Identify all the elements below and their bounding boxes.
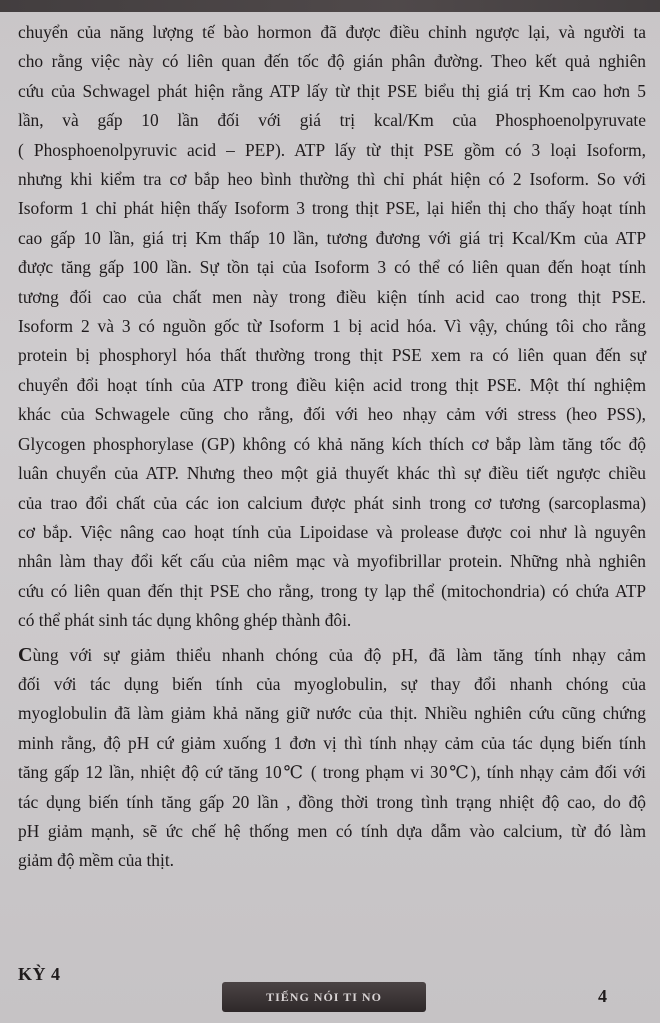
issue-label: KỲ 4: [18, 964, 61, 984]
paragraph-1-line: nhưng khi kiểm tra cơ bắp heo bình thường thì chỉ phát hiện có 2 Isoform. So với: [18, 169, 646, 190]
paragraph-1-line: cứu của Schwagel phát hiện rằng ATP lấy từ thịt PSE biểu thị giá trị Km cao hơn 5: [18, 80, 646, 101]
paragraph-1-line: protein bị phosphoryl hóa thất thường trong thịt PSE xem ra có liên quan đến sự: [18, 345, 646, 366]
paragraph-1-line: lần, và gấp 10 lần đối với giá trị kcal/Km của Phosphoenolpyruvate: [18, 110, 646, 131]
paragraph-1-line: có thể phát sinh tác dụng không ghép thành đôi.: [18, 610, 352, 631]
paragraph-1-line: cứu có liên quan đến thịt PSE cho rằng, trong ty lạp thể (mitochondria) có chứa ATP: [18, 580, 646, 601]
paragraph-1-line: khác của Schwagele cũng cho rằng, đối với heo nhạy cảm với stress (heo PSS),: [18, 404, 646, 425]
paragraph-2-line: tăng gấp 12 lần, nhiệt độ cứ tăng 10℃ ( trong phạm vi 30℃), tính nhạy cảm đối với: [18, 762, 646, 783]
paragraph-1-line: cao gấp 10 lần, giá trị Km thấp 10 lần, tương đương với giá trị Kcal/Km của ATP: [18, 227, 646, 248]
paragraph-2-line: đối với tác dụng biến tính của myoglobulin, sự thay đổi nhanh chóng của: [18, 673, 646, 694]
paragraph-1: [18, 18, 646, 636]
top-edge-strip: [0, 0, 660, 12]
paragraph-1-line: chuyển của năng lượng tế bào hormon đã được điều chỉnh ngược lại, và người ta: [18, 22, 646, 42]
paragraph-1-line: luân chuyển của ATP. Nhưng theo một giả thuyết khác thì sự điều tiết ngược chiều: [18, 463, 646, 484]
paragraph-2-line: giảm độ mềm của thịt.: [18, 850, 174, 871]
paragraph-2-line: pH giảm mạnh, sẽ ức chế hệ thống men có tính dựa dẫm vào calcium, từ đó làm: [18, 820, 646, 841]
paragraph-2-line: minh rằng, độ pH cứ giảm xuống 1 đơn vị thì tính nhạy cảm của tác dụng biến tính: [18, 732, 646, 753]
page-body: [18, 18, 646, 876]
paragraph-1-line: nhân làm thay đổi kết cấu của niêm mạc và myofibrillar protein. Những nhà nghiên: [18, 551, 646, 572]
publication-name: TIẾNG NÓI TI NO: [266, 989, 382, 1004]
drop-cap-letter: C: [18, 643, 33, 666]
paragraph-1-line: tương đối cao của chất men này trong điều kiện tính acid cao trong thịt PSE.: [18, 286, 646, 307]
publication-banner: [222, 982, 426, 1012]
paragraph-2-line: tác dụng biến tính tăng gấp 20 lần , đồng thời trong tình trạng nhiệt độ cao, do độ: [18, 791, 646, 812]
paragraph-1-line: ( Phosphoenolpyruvic acid – PEP). ATP lấy từ thịt PSE gồm có 3 loại Isoform,: [18, 139, 646, 160]
paragraph-1-line: Glycogen phosphorylase (GP) không có khả năng kích thích cơ bắp làm tăng tốc độ: [18, 433, 646, 454]
paragraph-1-line: cơ bắp. Việc nâng cao hoạt tính của Lipoidase và prolease được coi như là nguyên: [18, 521, 646, 542]
paragraph-1-line: chuyển đổi hoạt tính của ATP trong điều kiện acid trong thịt PSE. Một thí nghiệm: [18, 374, 646, 395]
paragraph-1-line: Isoform 2 và 3 có nguồn gốc từ Isoform 1 bị acid hóa. Vì vậy, chúng tôi cho rằng: [18, 316, 646, 337]
page-number: 4: [598, 986, 607, 1006]
paragraph-2: [18, 641, 646, 876]
paragraph-1-line: được tăng gấp 100 lần. Sự tồn tại của Isoform 3 có thể có liên quan đến hoạt tính: [18, 257, 646, 278]
paragraph-2-line: [18, 641, 646, 670]
paragraph-1-line: Isoform 1 chỉ phát hiện thấy Isoform 3 trong thịt PSE, lại hiển thị cho thấy hoạt tính: [18, 198, 646, 219]
paragraph-1-line: cho rằng việc này có liên quan đến tốc độ gián phân đường. Theo kết quả nghiên: [18, 51, 646, 72]
paragraph-2-line: myoglobulin đã làm giảm khả năng giữ nước của thịt. Nhiều nghiên cứu cũng chứng: [18, 703, 646, 724]
paragraph-1-line: của trao đổi chất của các ion calcium được phát sinh trong cơ tương (sarcoplasma): [18, 492, 646, 513]
paragraph-2-first-line-text: ùng với sự giảm thiểu nhanh chóng của độ pH, đã làm tăng tính nhạy cảm: [32, 644, 646, 665]
